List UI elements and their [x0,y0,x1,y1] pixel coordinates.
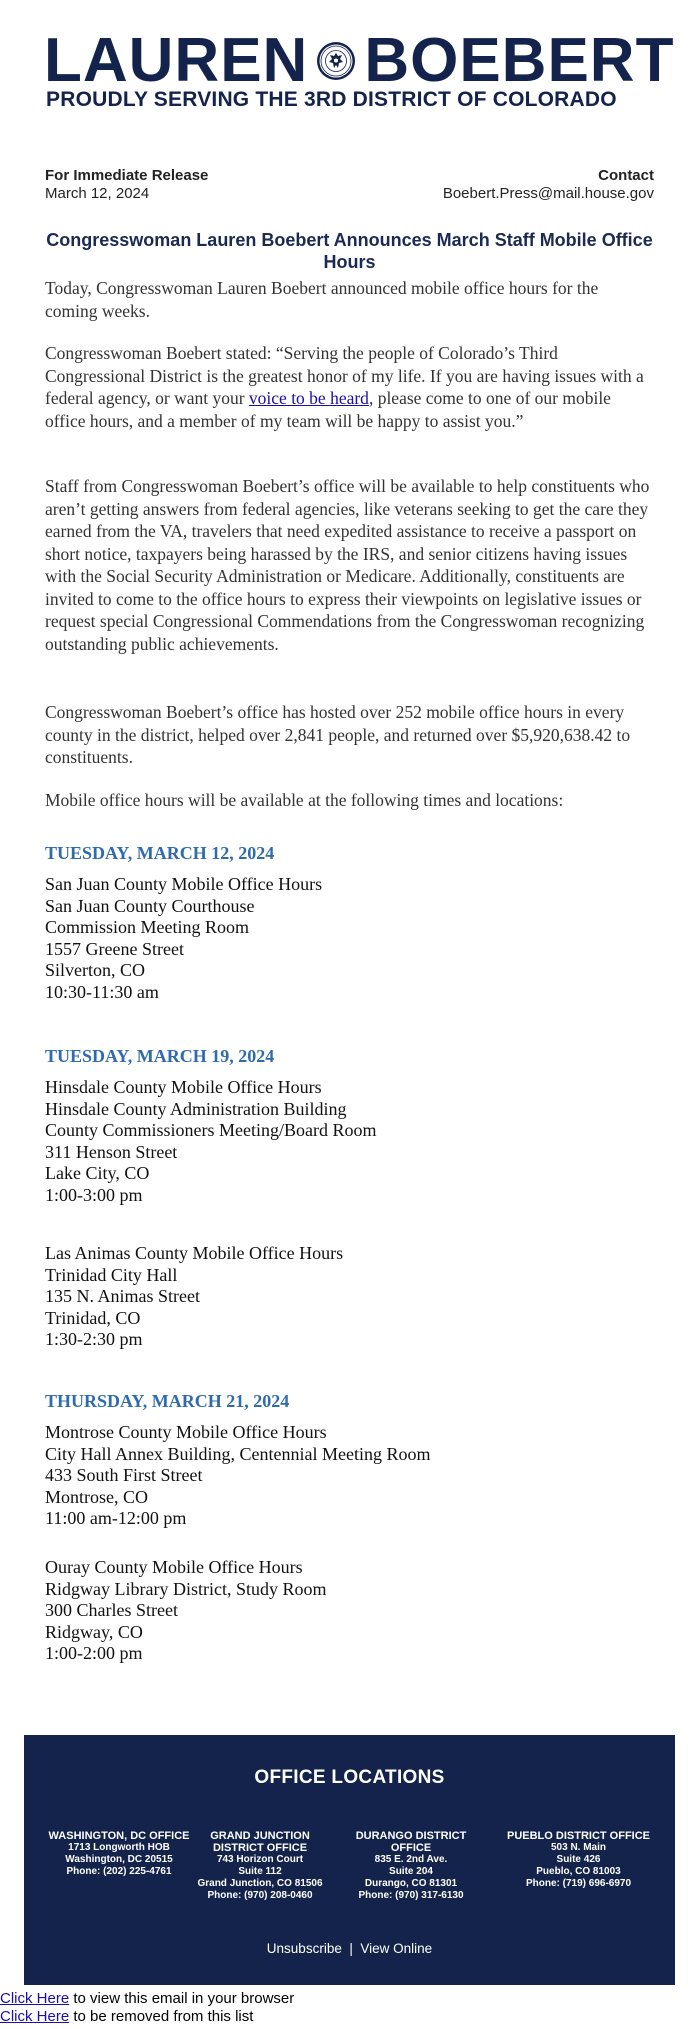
office-line: Durango, CO 81301 [364,1878,458,1889]
location-line: County Commissioners Meeting/Board Room [45,1120,377,1140]
footer-links [24,1941,675,1956]
location-title: San Juan County Mobile Office Hours [45,874,323,894]
location-time: 1:00-2:00 pm [45,1643,143,1663]
office-locations-footer [24,1735,675,1985]
office-line: Suite 426 [556,1854,601,1865]
location-time: 10:30-11:30 am [45,981,159,1002]
office-name: GRAND JUNCTION DISTRICT OFFICE [210,1830,310,1854]
office-line: 835 E. 2nd Ave. [374,1854,448,1865]
office-pueblo [496,1830,661,1890]
location-block [45,1422,430,1530]
location-line: Silverton, CO [45,960,146,980]
release-contact [443,167,654,203]
location-block [45,1077,377,1206]
location-line: Hinsdale County Administration Building [45,1098,347,1119]
location-line: 135 N. Animas Street [45,1286,200,1306]
masthead-tagline: PROUDLY SERVING THE 3RD DISTRICT OF COLORADO [46,88,617,111]
day-heading: THURSDAY, MARCH 21, 2024 [45,1391,290,1411]
view-in-browser-text: to view this email in your browser [69,1990,295,2007]
location-line: 300 Charles Street [45,1600,178,1620]
office-washington [44,1830,194,1878]
house-seal-icon [316,41,356,81]
location-line: 311 Henson Street [45,1141,178,1162]
press-release-title: Congresswoman Lauren Boebert Announces March Staff Mobile Office Hours [46,230,653,272]
paragraph-staff: Staff from Congresswoman Boebert’s office will be available to help constituents who aren’t getting answers from federal agencies, like veterans seeking to get the care they earned from the VA, travelers that need expedited assistance to receive a passport on short notice, taxpayers being harassed by the IRS, and senior citizens having issues with the Social Security Administration or Medicare. Additionally, constituents are invited to come to the office hours to express their viewpoints on legislative issues or request special Congressional Commendations from the Congresswoman recognizing outstanding public achievements. [45,476,650,654]
location-block [45,874,322,1003]
location-line: Trinidad City Hall [45,1264,178,1285]
location-line: Commission Meeting Room [45,917,250,937]
office-phone: Phone: (719) 696-6970 [525,1878,632,1889]
office-name: PUEBLO DISTRICT OFFICE [507,1830,650,1842]
unsubscribe-link[interactable]: Unsubscribe [266,1941,342,1956]
masthead-last-name: BOEBERT [364,26,675,95]
location-title: Montrose County Mobile Office Hours [45,1422,327,1442]
office-phone: Phone: (202) 225-4761 [66,1866,172,1877]
footer-heading: OFFICE LOCATIONS [254,1767,445,1788]
office-line: Pueblo, CO 81003 [536,1866,621,1877]
location-line: City Hall Annex Building, Centennial Meeting Room [45,1443,431,1464]
view-in-browser-line [0,1990,294,2007]
remove-from-list-line [0,2008,253,2025]
location-block [45,1557,326,1665]
location-line: San Juan County Courthouse [45,895,255,916]
office-grand-junction [195,1830,325,1902]
location-time: 1:00-3:00 pm [45,1184,143,1205]
masthead-logo [44,28,674,94]
voice-to-be-heard-link[interactable]: voice to be heard [248,388,369,408]
office-line: Washington, DC 20515 [65,1854,173,1865]
release-date: March 12, 2024 [45,185,150,202]
quote-text-start: Congresswoman Boebert stated: “Serving the people of Colorado’s Third Congressional District is the greatest honor of my life. If you are having issues with a federal agency, or want your [45,343,644,408]
view-online-link[interactable]: View Online [360,1941,433,1956]
release-left [45,167,208,203]
office-line: Suite 204 [389,1866,433,1877]
day-heading: TUESDAY, MARCH 19, 2024 [45,1046,275,1066]
location-line: 1557 Greene Street [45,938,184,959]
paragraph-stats: Congresswoman Boebert’s office has hosted over 252 mobile office hours in every county in the district, helped over 2,841 people, and returned over $5,920,638.42 to constituents. [45,702,631,767]
paragraph-intro: Today, Congresswoman Lauren Boebert announced mobile office hours for the coming weeks. [45,278,599,321]
location-line: 433 South First Street [45,1465,203,1485]
remove-from-list-text: to be removed from this list [69,2008,254,2025]
paragraph-schedule-intro: Mobile office hours will be available at the following times and locations: [45,790,564,810]
office-durango [346,1830,476,1902]
location-title: Hinsdale County Mobile Office Hours [45,1077,322,1097]
location-line: Lake City, CO [45,1163,150,1183]
view-in-browser-link[interactable]: Click Here [0,1990,70,2007]
location-line: Ridgway, CO [45,1621,143,1642]
day-heading: TUESDAY, MARCH 12, 2024 [45,843,275,863]
office-name: WASHINGTON, DC OFFICE [48,1830,190,1842]
location-line: Ridgway Library District, Study Room [45,1578,327,1599]
masthead [0,0,700,140]
quote-text-end: , please come to one of our mobile office hours, and a member of my team will be happy to assist you.” [45,388,611,431]
masthead-first-name: LAUREN [44,26,309,95]
office-line: 503 N. Main [550,1842,607,1853]
office-name: DURANGO DISTRICT OFFICE [355,1830,467,1854]
office-phone: Phone: (970) 317-6130 [358,1890,464,1901]
office-line: Suite 112 [238,1866,282,1877]
location-time: 1:30-2:30 pm [45,1329,143,1349]
footer-link-separator: | [349,1941,353,1956]
office-line: Grand Junction, CO 81506 [197,1878,323,1889]
office-line: 1713 Longworth HOB [68,1842,170,1853]
remove-from-list-link[interactable]: Click Here [0,2008,70,2025]
contact-email[interactable]: Boebert.Press@mail.house.gov [442,185,654,202]
contact-label: Contact [598,167,654,184]
office-line: 743 Horizon Court [216,1854,304,1865]
location-block [45,1243,343,1351]
location-time: 11:00 am-12:00 pm [45,1508,187,1528]
release-label: For Immediate Release [45,167,209,184]
location-title: Ouray County Mobile Office Hours [45,1557,303,1577]
location-title: Las Animas County Mobile Office Hours [45,1243,344,1263]
paragraph-quote [45,342,654,432]
office-phone: Phone: (970) 208-0460 [207,1890,313,1901]
location-line: Montrose, CO [45,1486,148,1507]
location-line: Trinidad, CO [45,1307,141,1328]
